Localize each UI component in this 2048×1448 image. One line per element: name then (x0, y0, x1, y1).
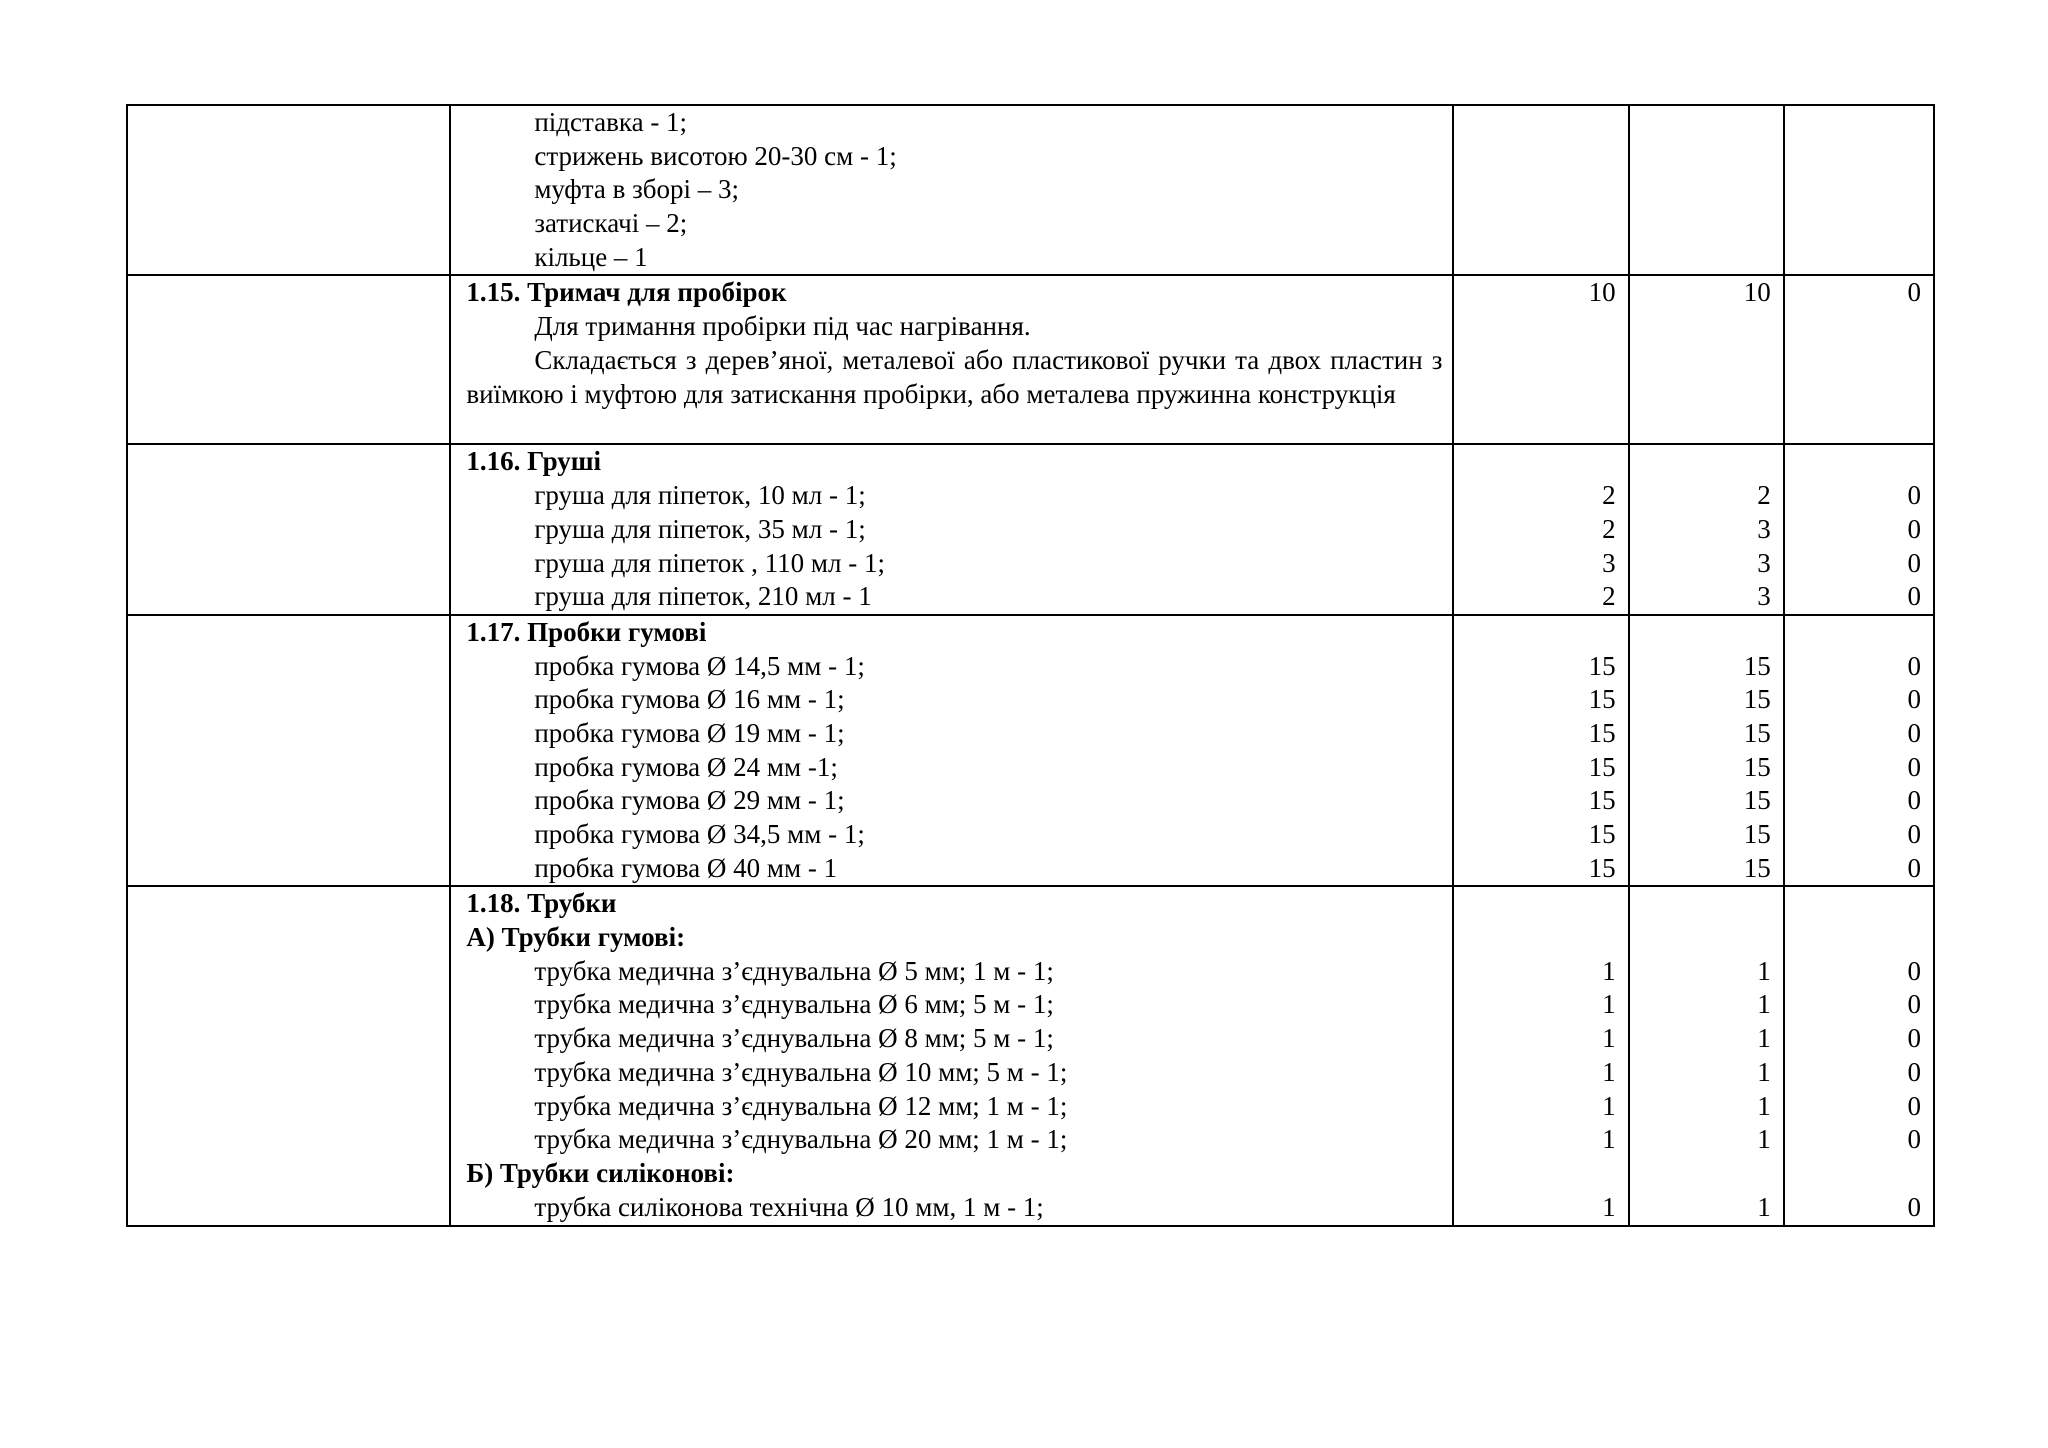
value: 15 (1588, 819, 1616, 849)
value: 0 (1907, 581, 1921, 612)
value: 0 (1907, 1023, 1921, 1054)
value: 1 (1602, 955, 1616, 986)
value: 0 (1907, 819, 1921, 849)
value-cell-3 (1784, 886, 1934, 1226)
value: 0 (1907, 852, 1921, 883)
item-line: пробка гумова Ø 14,5 мм - 1; (534, 650, 865, 681)
component-line: кільце – 1 (534, 241, 648, 272)
value: 0 (1907, 989, 1921, 1020)
value-cell-1 (1453, 444, 1628, 614)
value: 3 (1757, 581, 1771, 612)
value: 3 (1602, 547, 1616, 578)
table-row (127, 444, 1934, 614)
table-row (127, 105, 1934, 275)
section-heading: 1.15. Тримач для пробірок (466, 277, 787, 308)
description-line: Для тримання пробірки під час нагрівання. (534, 311, 1031, 342)
item-line: пробка гумова Ø 16 мм - 1; (534, 684, 845, 715)
number-cell (127, 886, 450, 1226)
section-heading: 1.17. Пробки гумові (466, 616, 707, 647)
subsection-heading: Б) Трубки силіконові: (466, 1157, 735, 1188)
value: 15 (1743, 650, 1771, 681)
value-cell-1 (1453, 105, 1628, 275)
item-line: трубка медична з’єднувальна Ø 5 мм; 1 м - 1; (534, 955, 1054, 986)
value: 2 (1602, 581, 1616, 612)
number-cell (127, 444, 450, 614)
description-paragraph: Складається з дерев’яної, металевої або пластикової ручки та двох пластин з виїмкою і муфтою для затискання пробірки, або металева пружинна конструкція (466, 344, 1443, 409)
value-cell-2 (1629, 886, 1784, 1226)
value: 10 (1588, 277, 1616, 308)
value: 1 (1757, 989, 1771, 1020)
component-line: затискачі – 2; (534, 208, 688, 239)
item-line: трубка силіконова технічна Ø 10 мм, 1 м - 1; (534, 1191, 1044, 1222)
item-line: пробка гумова Ø 40 мм - 1 (534, 852, 838, 883)
value: 0 (1907, 717, 1921, 748)
value: 15 (1743, 684, 1771, 715)
description-cell (450, 105, 1453, 275)
value: 1 (1602, 1124, 1616, 1155)
value: 0 (1907, 684, 1921, 715)
value: 15 (1743, 751, 1771, 782)
value: 1 (1602, 989, 1616, 1020)
value-cell-3 (1784, 615, 1934, 887)
value: 1 (1757, 1056, 1771, 1087)
value: 0 (1907, 547, 1921, 578)
value: 0 (1907, 1191, 1921, 1222)
value: 1 (1602, 1191, 1616, 1222)
value: 0 (1907, 1056, 1921, 1087)
value: 1 (1757, 1023, 1771, 1054)
value: 15 (1588, 650, 1616, 681)
value: 1 (1757, 1090, 1771, 1121)
item-line: груша для піпеток, 10 мл - 1; (534, 480, 866, 511)
item-line: груша для піпеток, 35 мл - 1; (534, 513, 866, 544)
number-cell (127, 615, 450, 887)
value: 3 (1757, 547, 1771, 578)
value-cell-1 (1453, 615, 1628, 887)
value: 0 (1907, 480, 1921, 511)
value-cell-1 (1453, 275, 1628, 444)
item-line: трубка медична з’єднувальна Ø 12 мм; 1 м - 1; (534, 1090, 1068, 1121)
value: 10 (1743, 277, 1771, 308)
item-line: трубка медична з’єднувальна Ø 8 мм; 5 м - 1; (534, 1023, 1054, 1054)
value: 15 (1743, 785, 1771, 816)
value-cell-2 (1629, 444, 1784, 614)
item-line: трубка медична з’єднувальна Ø 20 мм; 1 м - 1; (534, 1124, 1068, 1155)
value-cell-3 (1784, 105, 1934, 275)
value: 15 (1588, 684, 1616, 715)
description-cell (450, 886, 1453, 1226)
value-cell-3 (1784, 444, 1934, 614)
description-cell (450, 444, 1453, 614)
value: 0 (1907, 1124, 1921, 1155)
value: 15 (1588, 751, 1616, 782)
item-line: пробка гумова Ø 19 мм - 1; (534, 717, 845, 748)
section-heading: 1.16. Груші (466, 446, 602, 477)
item-line: трубка медична з’єднувальна Ø 6 мм; 5 м - 1; (534, 989, 1054, 1020)
value: 0 (1907, 955, 1921, 986)
value: 0 (1907, 751, 1921, 782)
description-cell (450, 615, 1453, 887)
value: 2 (1602, 513, 1616, 544)
equipment-table (126, 104, 1935, 1227)
value-cell-1 (1453, 886, 1628, 1226)
item-line: пробка гумова Ø 24 мм -1; (534, 751, 838, 782)
table-row (127, 615, 1934, 887)
value: 0 (1907, 277, 1921, 308)
value: 3 (1757, 513, 1771, 544)
value-cell-2 (1629, 275, 1784, 444)
value-cell-2 (1629, 615, 1784, 887)
item-line: груша для піпеток, 210 мл - 1 (534, 581, 872, 612)
value: 1 (1757, 955, 1771, 986)
component-line: муфта в зборі – 3; (534, 174, 740, 205)
number-cell (127, 275, 450, 444)
item-line: пробка гумова Ø 29 мм - 1; (534, 785, 845, 816)
description-cell (450, 275, 1453, 444)
value: 2 (1602, 480, 1616, 511)
section-heading: 1.18. Трубки (466, 888, 617, 919)
value: 15 (1588, 852, 1616, 883)
value: 15 (1588, 785, 1616, 816)
value: 1 (1757, 1124, 1771, 1155)
value: 0 (1907, 513, 1921, 544)
value: 15 (1743, 717, 1771, 748)
number-cell (127, 105, 450, 275)
component-line: підставка - 1; (534, 107, 688, 137)
value: 1 (1757, 1191, 1771, 1222)
value: 15 (1743, 819, 1771, 849)
subsection-heading: А) Трубки гумові: (466, 922, 686, 953)
table-row (127, 275, 1934, 444)
value-cell-2 (1629, 105, 1784, 275)
value: 0 (1907, 785, 1921, 816)
item-line: пробка гумова Ø 34,5 мм - 1; (534, 819, 865, 849)
item-line: трубка медична з’єднувальна Ø 10 мм; 5 м - 1; (534, 1056, 1068, 1087)
value: 15 (1588, 717, 1616, 748)
value: 1 (1602, 1090, 1616, 1121)
table-row (127, 886, 1934, 1226)
value: 2 (1757, 480, 1771, 511)
value: 15 (1743, 852, 1771, 883)
component-line: стрижень висотою 20-30 см - 1; (534, 140, 897, 171)
value-cell-3 (1784, 275, 1934, 444)
value: 1 (1602, 1056, 1616, 1087)
item-line: груша для піпеток , 110 мл - 1; (534, 547, 885, 578)
value: 0 (1907, 650, 1921, 681)
value: 1 (1602, 1023, 1616, 1054)
value: 0 (1907, 1090, 1921, 1121)
